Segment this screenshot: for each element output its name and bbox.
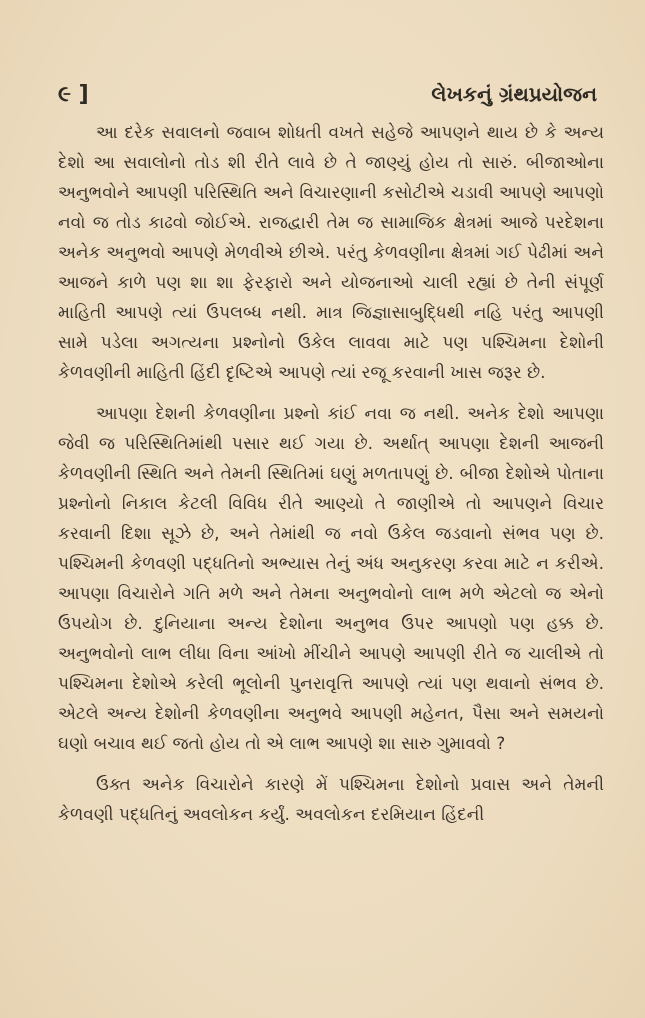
running-head	[58, 82, 597, 110]
body-text	[58, 118, 604, 830]
paragraph: ઉક્ત અનેક વિચારોને કારણે મેં પશ્ચિમના દેશોનો પ્રવાસ અને તેમની કેળવણી પદ્ધતિનું અવલોકન કર્યું. અવલોકન દરમિયાન હિંદની	[58, 775, 604, 825]
running-head-title: લેખકનું ગ્રંથપ્રયોજન	[431, 82, 597, 106]
paragraph: આ દરેક સવાલનો જવાબ શોધતી વખતે સહેજે આપણને થાય છે કે અન્ય દેશો આ સવાલોનો તોડ શી રીતે લાવે છે તે જાણ્યું હોય તો સારું. બીજાઓના અનુભવોને આપણી પરિસ્થિતિ અને વિચારણાની કસોટીએ ચડાવી આપણે આપણો નવો જ તોડ કાઢવો જોઈએ. રાજદ્વારી તેમ જ સામાજિક ક્ષેત્રમાં આજે પરદેશના અનેક અનુભવો આપણે મેળવીએ છીએ. પરંતુ કેળવણીના ક્ષેત્રમાં ગઈ પેઢીમાં અને આજને કાળે પણ શા શા ફેરફારો અને યોજનાઓ ચાલી રહ્યાં છે તેની સંપૂર્ણ માહિતી આપણે ત્યાં ઉપલબ્ધ નથી. માત્ર જિજ્ઞાસાબુદ્ધિથી નહિ પરંતુ આપણી સામે પડેલા અગત્યના પ્રશ્નોનો ઉકેલ લાવવા માટે પણ પશ્ચિમના દેશોની કેળવણીની માહિતી હિંદી દૃષ્ટિએ આપણે ત્યાં રજૂ કરવાની ખાસ જરૂર છે.	[58, 123, 604, 383]
page-number: ૯ ]	[58, 82, 89, 107]
paragraph: આપણા દેશની કેળવણીના પ્રશ્નો કાંઈ નવા જ નથી. અનેક દેશો આપણા જેવી જ પરિસ્થિતિમાંથી પસાર થઈ ગયા છે. અર્થાત્ આપણા દેશની આજની કેળવણીની સ્થિતિ અને તેમની સ્થિતિમાં ઘણું મળતાપણું છે. બીજા દેશોએ પોતાના પ્રશ્નોનો નિકાલ કેટલી વિવિધ રીતે આણ્યો તે જાણીએ તો આપણને વિચાર કરવાની દિશા સૂઝે છે, અને તેમાંથી જ નવો ઉકેલ જડવાનો સંભવ પણ છે. પશ્ચિમની કેળવણી પદ્ધતિનો અભ્યાસ તેનું અંધ અનુકરણ કરવા માટે ન કરીએ. આપણા વિચારોને ગતિ મળે અને તેમના અનુભવોનો લાભ મળે એટલો જ એનો ઉપયોગ છે. દુનિયાના અન્ય દેશોના અનુભવ ઉપર આપણો પણ હક્ક છે. અનુભવોનો લાભ લીધા વિના આંખો મીંચીને આપણે આપણી રીતે જ ચાલીએ તો પશ્ચિમના દેશોએ કરેલી ભૂલોની પુનરાવૃત્તિ આપણે ત્યાં પણ થવાનો સંભવ છે. એટલે અન્ય દેશોની કેળવણીના અનુભવે આપણી મહેનત, પૈસા અને સમયનો ઘણો બચાવ થઈ જતો હોય તો એ લાભ આપણે શા સારુ ગુમાવવો ?	[58, 404, 604, 754]
